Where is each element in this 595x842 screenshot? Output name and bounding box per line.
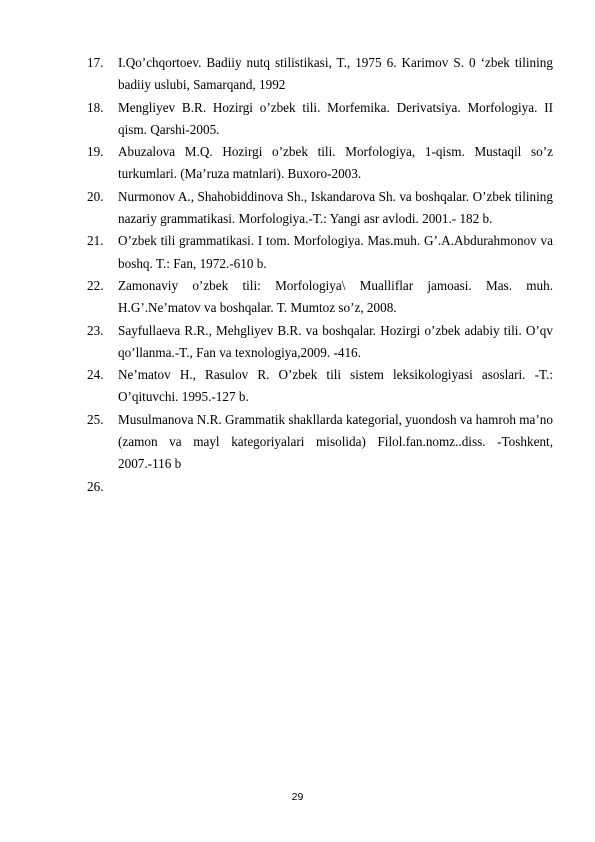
reference-text: Nurmonov A., Shahobiddinova Sh., Iskandarova Sh. va boshqalar. O’zbek tilining nazariy grammatikasi. Morfologiya.-T.: Yangi asr avlodi. 2001.- 182 b. <box>118 188 553 227</box>
reference-item <box>87 364 553 409</box>
reference-text: Abuzalova M.Q. Hozirgi o’zbek tili. Morfologiya, 1-qism. Mustaqil so’z turkumlari. (Ma’ruza matnlari). Buxoro-2003. <box>118 144 553 182</box>
reference-number: 26. <box>87 478 104 494</box>
reference-number: 23. <box>87 322 104 338</box>
reference-text: O’zbek tili grammatikasi. I tom. Morfologiya. Mas.muh. G’.A.Abdurahmonov va boshq. T.: Fan, 1972.-610 b. <box>118 233 553 271</box>
reference-item <box>87 141 553 186</box>
reference-number: 20. <box>87 188 104 204</box>
reference-text: Mengliyev B.R. Hozirgi o’zbek tili. Morfemika. Derivatsiya. Morfologiya. II qism. Qarshi-2005. <box>118 99 553 137</box>
reference-number: 19. <box>87 144 104 160</box>
reference-text <box>118 476 553 498</box>
reference-item <box>87 97 553 142</box>
reference-text: Zamonaviy o’zbek tili: Morfologiya\ Mualliflar jamoasi. Mas. muh. H.G’.Ne’matov va boshqalar. T. Mumtoz so’z, 2008. <box>118 277 553 316</box>
reference-text: I.Qo’chqortoev. Badiiy nutq stilistikasi, T., 1975 6. Karimov S. 0 ‘zbek tilining badiiy uslubi, Samarqand, 1992 <box>118 55 553 93</box>
reference-number: 17. <box>87 55 104 70</box>
reference-item <box>87 275 553 320</box>
reference-number: 25. <box>87 411 104 427</box>
reference-text: Sayfullaeva R.R., Mehgliyev B.R. va boshqalar. Hozirgi o’zbek adabiy tili. O’qv qo’llanma.-T., Fan va texnologiya,2009. -416. <box>118 322 553 360</box>
reference-number: 24. <box>87 367 104 383</box>
reference-text: Musulmanova N.R. Grammatik shakllarda kategorial, yuondosh va hamroh ma’no (zamon va mayl kategoriyalari misolida) Filol.fan.nomz..diss. -Toshkent, 2007.-116 b <box>118 411 553 472</box>
reference-item <box>87 52 553 97</box>
reference-item <box>87 186 553 231</box>
reference-item <box>87 409 553 476</box>
reference-item <box>87 230 553 275</box>
reference-text: Ne’matov H., Rasulov R. O’zbek tili sistem leksikologiyasi asoslari. -T.: O’qituvchi. 1995.-127 b. <box>118 367 553 405</box>
reference-item <box>87 476 553 498</box>
reference-number: 21. <box>87 233 104 249</box>
reference-number: 18. <box>87 99 104 115</box>
page-number: 29 <box>291 791 304 803</box>
reference-number: 22. <box>87 277 104 293</box>
reference-list <box>87 52 553 498</box>
reference-item <box>87 320 553 365</box>
